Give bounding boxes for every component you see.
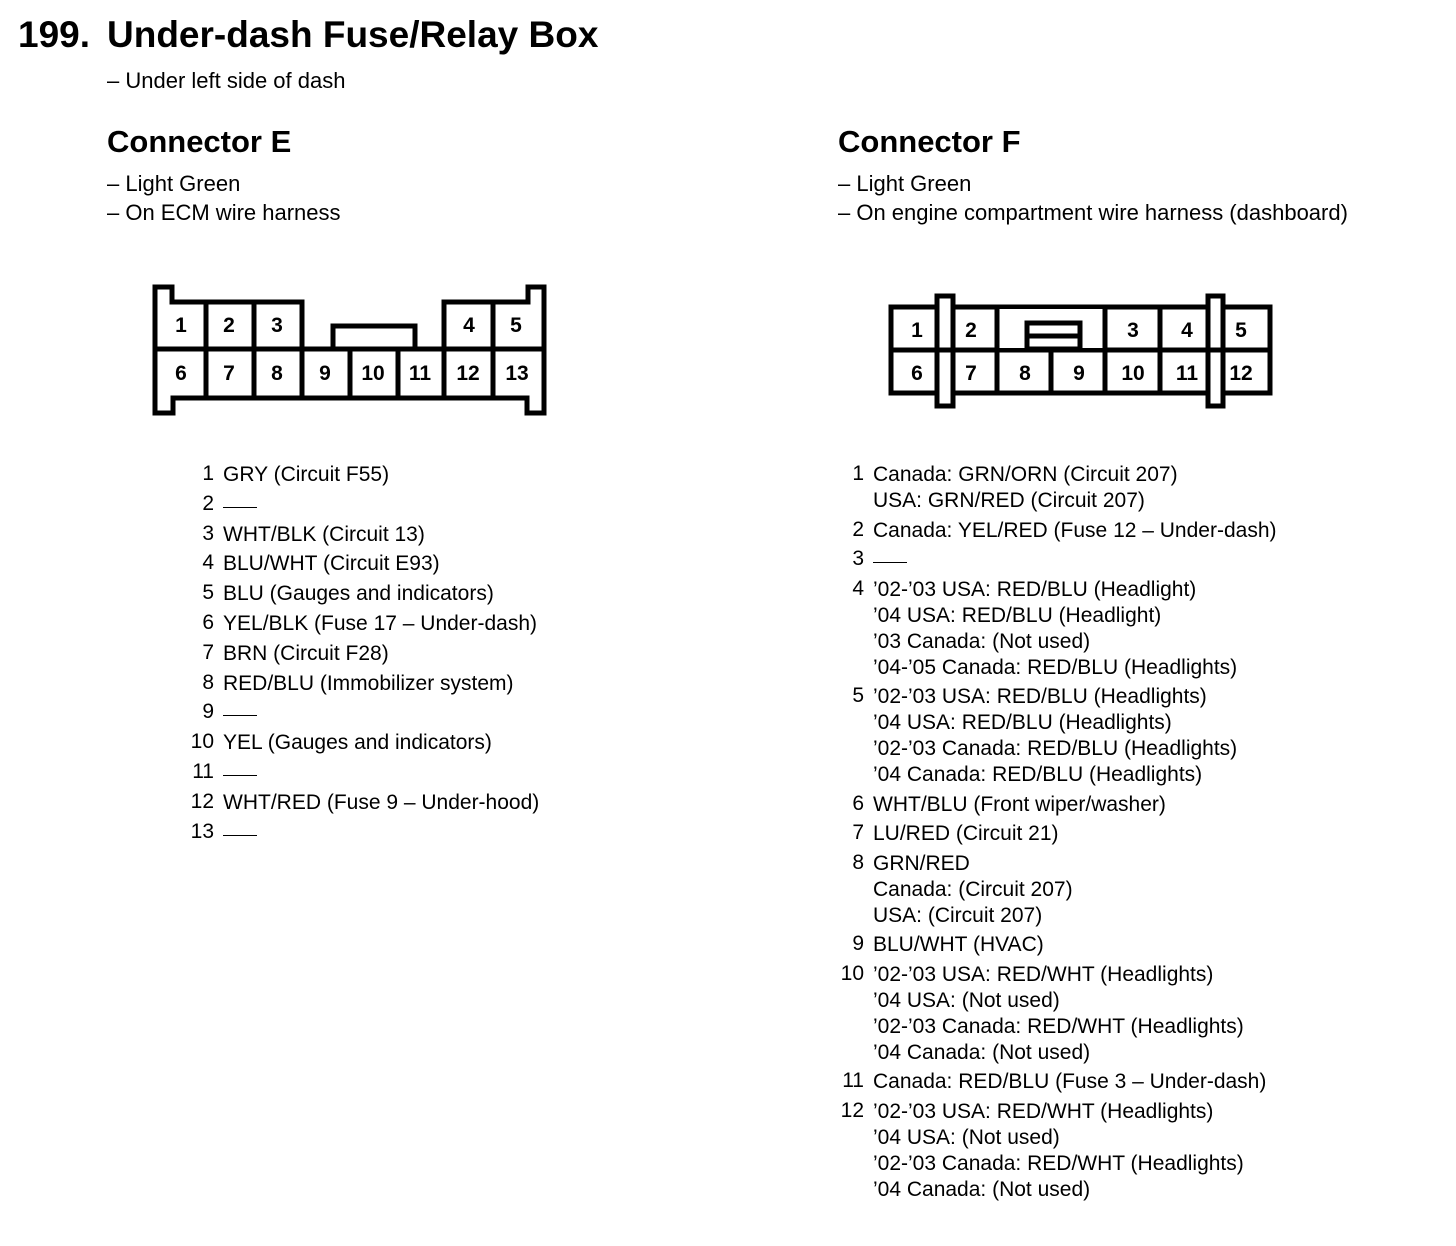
pin-number: 2: [852, 517, 864, 541]
connector-f-diagram: [885, 290, 1277, 414]
pin-entry: [174, 730, 539, 756]
pin-description: GRY (Circuit F55): [223, 463, 390, 486]
pin-number: 7: [202, 640, 214, 664]
unused-pin-dash: [223, 715, 257, 716]
pin-description: BLU/WHT (Circuit E93): [223, 552, 440, 576]
pin-number: 10: [190, 730, 214, 754]
pin-number: 8: [202, 670, 214, 694]
pin-number: 5: [202, 581, 214, 605]
pin-entry: [824, 1099, 1277, 1203]
pin-entry: [174, 551, 539, 577]
connector-f-cell-10: 10: [1121, 362, 1145, 385]
pin-description: WHT/BLU (Front wiper/washer): [873, 792, 1166, 816]
connector-e-lock-tab: [333, 326, 415, 349]
connector-f-cell-6: 6: [911, 362, 923, 385]
connector-e-cell-8: 8: [271, 362, 283, 385]
connector-e-cell-11: 11: [408, 362, 432, 385]
connector-e-cell-5: 5: [510, 314, 522, 337]
pin-number: 11: [192, 759, 214, 783]
connector-f-cell-8: 8: [1019, 362, 1031, 385]
pin-description: GRN/RED: [873, 851, 970, 875]
connector-e-cell-9: 9: [319, 362, 331, 385]
pin-description: YEL/BLK (Fuse 17 – Under-dash): [223, 611, 537, 635]
pin-description: ’04 Canada: (Not used): [873, 1177, 1091, 1201]
pin-entry: [824, 962, 1277, 1066]
pin-description: YEL (Gauges and indicators): [223, 731, 492, 755]
page-title: Under-dash Fuse/Relay Box: [107, 14, 599, 55]
pin-description: LU/RED (Circuit 21): [873, 822, 1059, 845]
connector-f-cell-12: 12: [1229, 362, 1253, 385]
pin-description: ’02-’03 Canada: RED/BLU (Headlights): [873, 737, 1238, 760]
pin-description: ’04 USA: (Not used): [873, 1125, 1060, 1149]
pin-description: WHT/RED (Fuse 9 – Under-hood): [223, 790, 540, 814]
pin-entry: [174, 611, 539, 637]
pin-number: 4: [202, 551, 214, 575]
connector-f-cell-2: 2: [965, 319, 977, 342]
pin-entry: [824, 518, 1277, 544]
pin-description: ’02-’03 USA: RED/WHT (Headlights): [873, 1099, 1214, 1123]
pin-description: Canada: RED/BLU (Fuse 3 – Under-dash): [873, 1070, 1267, 1093]
unused-pin-dash: [873, 562, 907, 563]
connector-f-cell-1: 1: [911, 319, 923, 342]
pin-number: 13: [190, 819, 214, 843]
connector-f-cell-7: 7: [965, 362, 977, 385]
pin-description: ’02-’03 USA: RED/WHT (Headlights): [873, 962, 1214, 986]
pin-entry: [174, 760, 539, 786]
pin-number: 10: [840, 961, 864, 985]
pin-entry: [824, 577, 1277, 681]
pin-entry: [174, 641, 539, 667]
unused-pin-dash: [223, 835, 257, 836]
connector-e-cell-6: 6: [175, 362, 187, 385]
pin-number: 7: [852, 821, 864, 844]
pin-entry: [824, 684, 1277, 788]
connector-e-cell-13: 13: [505, 362, 529, 385]
unused-pin-dash: [223, 507, 257, 508]
pin-entry: [174, 671, 539, 697]
pin-number: 1: [852, 462, 864, 485]
connector-f-title: Connector F: [838, 124, 1021, 159]
connector-e-cell-7: 7: [223, 362, 235, 385]
pin-number: 6: [202, 610, 214, 634]
connector-f-cell-11: 11: [1175, 362, 1199, 385]
pin-entry: [824, 932, 1277, 958]
connector-e-cell-4: 4: [463, 314, 475, 337]
connector-f-cell-9: 9: [1073, 362, 1085, 385]
connector-f-cell-5: 5: [1235, 319, 1247, 342]
connector-e-cell-1: 1: [175, 314, 187, 337]
pin-entry: [824, 851, 1277, 929]
pin-number: 11: [842, 1069, 864, 1092]
pin-description: USA: (Circuit 207): [873, 903, 1043, 927]
connector-f-harness: – On engine compartment wire harness (dashboard): [838, 200, 1348, 225]
pin-entry: [824, 792, 1277, 818]
connector-f-color: – Light Green: [838, 171, 972, 196]
pin-entry: [824, 547, 1277, 573]
pin-description: ’02-’03 USA: RED/BLU (Headlights): [873, 685, 1207, 708]
connector-e-cell-10: 10: [361, 362, 385, 385]
pin-number: 5: [852, 684, 864, 707]
pin-number: 8: [852, 850, 864, 874]
connector-f-notes: [838, 169, 1348, 227]
pin-entry: [174, 492, 539, 518]
pin-entry: [174, 820, 539, 846]
pin-entry: [174, 790, 539, 816]
connector-f-cell-4: 4: [1181, 319, 1193, 342]
connector-f-pin-list: [824, 462, 1277, 1206]
pin-number: 3: [852, 547, 864, 570]
pin-description: Canada: GRN/ORN (Circuit 207): [873, 463, 1178, 486]
pin-entry: [824, 462, 1277, 514]
pin-number: 6: [852, 791, 864, 815]
pin-description: ’03 Canada: (Not used): [873, 629, 1091, 653]
pin-entry: [824, 1069, 1277, 1095]
pin-number: 2: [202, 491, 214, 515]
connector-e-cell-2: 2: [223, 314, 235, 337]
section-number: 199.: [18, 14, 91, 55]
pin-number: 12: [190, 789, 214, 813]
pin-entry: [824, 821, 1277, 847]
connector-e-color: – Light Green: [107, 171, 241, 196]
connector-e-pin-list: [174, 462, 539, 849]
pin-description: ’04 USA: (Not used): [873, 988, 1060, 1012]
pin-entry: [174, 700, 539, 726]
pin-description: RED/BLU (Immobilizer system): [223, 671, 514, 695]
connector-e-cell-12: 12: [456, 362, 480, 385]
pin-description: USA: GRN/RED (Circuit 207): [873, 489, 1145, 512]
pin-entry: [174, 581, 539, 607]
pin-description: ’04 USA: RED/BLU (Headlights): [873, 711, 1172, 734]
connector-e-cell-3: 3: [271, 314, 283, 337]
pin-description: BRN (Circuit F28): [223, 641, 389, 665]
pin-number: 9: [852, 932, 864, 955]
pin-entry: [174, 462, 539, 488]
pin-description: ’04 USA: RED/BLU (Headlight): [873, 603, 1162, 627]
pin-number: 4: [852, 576, 864, 600]
pin-description: ’02-’03 Canada: RED/WHT (Headlights): [873, 1014, 1244, 1038]
connector-e-notes: [107, 169, 341, 227]
unused-pin-dash: [223, 775, 257, 776]
connector-e-title: Connector E: [107, 124, 292, 159]
pin-description: WHT/BLK (Circuit 13): [223, 522, 425, 546]
pin-number: 3: [202, 521, 214, 545]
pin-entry: [174, 522, 539, 548]
connector-e-diagram: [150, 280, 550, 420]
pin-description: Canada: (Circuit 207): [873, 877, 1073, 901]
pin-number: 12: [840, 1098, 864, 1122]
pin-description: ’04-’05 Canada: RED/BLU (Headlights): [873, 655, 1238, 679]
pin-description: BLU/WHT (HVAC): [873, 933, 1044, 956]
pin-description: BLU (Gauges and indicators): [223, 582, 494, 606]
connector-f-cell-3: 3: [1127, 319, 1139, 342]
pin-description: ’04 Canada: RED/BLU (Headlights): [873, 763, 1203, 786]
pin-number: 1: [202, 462, 214, 485]
pin-description: ’04 Canada: (Not used): [873, 1040, 1091, 1064]
pin-description: ’02-’03 USA: RED/BLU (Headlight): [873, 577, 1197, 601]
pin-description: ’02-’03 Canada: RED/WHT (Headlights): [873, 1151, 1244, 1175]
pin-number: 9: [202, 700, 214, 724]
connector-e-harness: – On ECM wire harness: [107, 200, 341, 225]
pin-description: Canada: YEL/RED (Fuse 12 – Under-dash): [873, 518, 1277, 542]
location-note: – Under left side of dash: [107, 68, 346, 93]
